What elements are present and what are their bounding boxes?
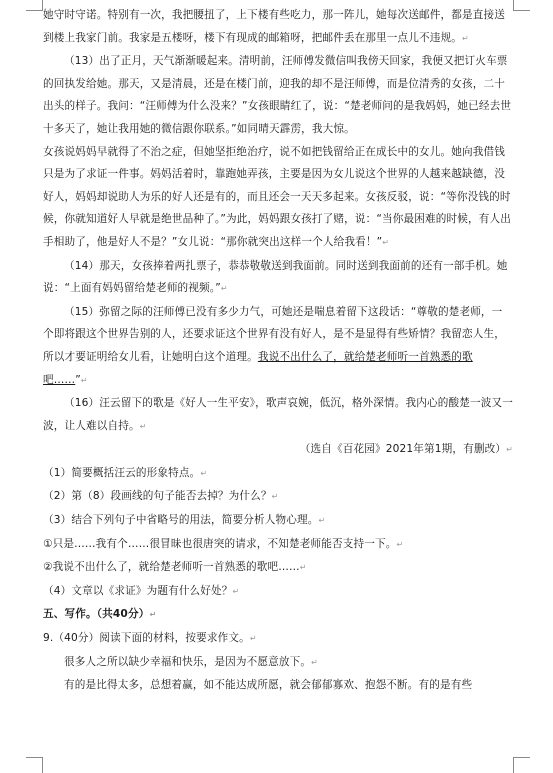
paragraph-mark: ↵ xyxy=(462,33,469,43)
paragraph-13b: 女孩说妈妈早就得了不治之症，但她坚拒绝治疗，说不如把钱留给正在成长中的女儿。她向我借钱只是为了求证一件事。妈妈活着时，靠跑她弄孩，主要是因为女儿说这个世界的人越来越缺德，没好人，妈妈却说助人为乐的好人还是有的，而且还会一天天多起来。女孩反驳，说：“等你没钱的时候，你就知道好人早就是绝世品种了。”为此，妈妈跟女孩打了赌，说：“当你最困难的时候，有人出手相助了，他是好人不是？”女儿说：“那你就突出这样一个人给我看！”↵ xyxy=(43,145,511,248)
crop-mark-bottom-left-h xyxy=(26,757,43,758)
paragraph-14: （14）那天，女孩捧着两扎票子，恭恭敬敬送到我面前。同时送到我面前的还有一部手机。她说：“上面有妈妈留给楚老师的视频。”↵ xyxy=(43,259,508,295)
crop-mark-top-right-h xyxy=(513,10,530,11)
paragraph-12-tail: 她守时守诺。特别有一次，我把腰扭了，上下楼有些吃力，那一阵儿，她每次送邮件，都是直接送到楼上我家门前。我家是五楼呀，楼下有现成的邮箱呀，把邮件丢在那里一点儿不违规。↵ xyxy=(43,9,505,44)
question-2: （2）第（8）段画线的句子能否去掉？为什么？↵ xyxy=(43,490,279,503)
paragraph-15: （15）弥留之际的汪师傅已没有多少力气，可她还是喘息着留下这段话：“尊敬的楚老师，一个即将跟这个世界告别的人，还要求证这个世界有没有好人，是不是显得有些矫情？我留恋人生，所以才要证明给女儿看，让她明白这个道理。我说不出什么了，就给楚老师听一首熟悉的歌吧……”↵ xyxy=(43,305,505,386)
paragraph-13a: （13）出了正月，天气渐渐暖起来。清明前，汪师傅发微信叫我傍天回家，我便又把订火车票的回执发给她。那天，又是清晨，还是在楼门前，迎我的却不是汪师傅，而是位清秀的女孩，二十出头的样子。我问：“汪师傅为什么没来？”女孩眼睛红了，说：“楚老师问的是我妈妈，她已经去世十多天了，她让我用她的微信跟你联系。”如同晴天霹雳，我大惊。 xyxy=(43,55,512,135)
crop-mark-top-left-h xyxy=(26,10,43,11)
crop-mark-bottom-left-v xyxy=(42,757,43,773)
crop-mark-bottom-right-v xyxy=(513,757,514,773)
question-3-item-1: ①只是……我有个……很冒昧也很唐突的请求，不知楚老师能否支持一下。↵ xyxy=(43,537,404,550)
source-citation: （选自《百花园》2021年第1期，有删改）↵ xyxy=(299,443,513,456)
question-3-item-2: ②我说不出什么了，就给楚老师听一首熟悉的歌吧……↵ xyxy=(43,561,307,574)
question-4: （4）文章以《求证》为题有什么好处？↵ xyxy=(43,584,240,597)
question-9: 9.（40分）阅读下面的材料，按要求作文。↵ xyxy=(43,632,257,645)
crop-mark-top-right-v xyxy=(513,0,514,11)
crop-mark-bottom-right-h xyxy=(513,757,530,758)
section-5-heading: 五、写作。（共40分）↵ xyxy=(43,608,157,621)
q9-material-1: 很多人之所以缺少幸福和快乐，是因为不愿意放下。↵ xyxy=(64,655,318,668)
document-body xyxy=(43,4,513,697)
underlined-sentence: 我说不出什么了，就给楚老师听一首熟悉的歌吧…… xyxy=(43,350,473,386)
question-3: （3）结合下列句子中省略号的用法，简要分析人物心理。↵ xyxy=(43,514,326,527)
question-1: （1）简要概括汪云的形象特点。↵ xyxy=(43,466,208,479)
paragraph-16: （16）汪云留下的歌是《好人一生平安》，歌声哀婉，低沉，格外深情。我内心的酸楚一波又一波，让人难以自持。↵ xyxy=(43,397,513,432)
q9-material-2: 有的是比得太多，总想着赢，如不能达成所愿，就会郁郁寡欢、抱怨不断。有的是有些 xyxy=(64,679,473,692)
